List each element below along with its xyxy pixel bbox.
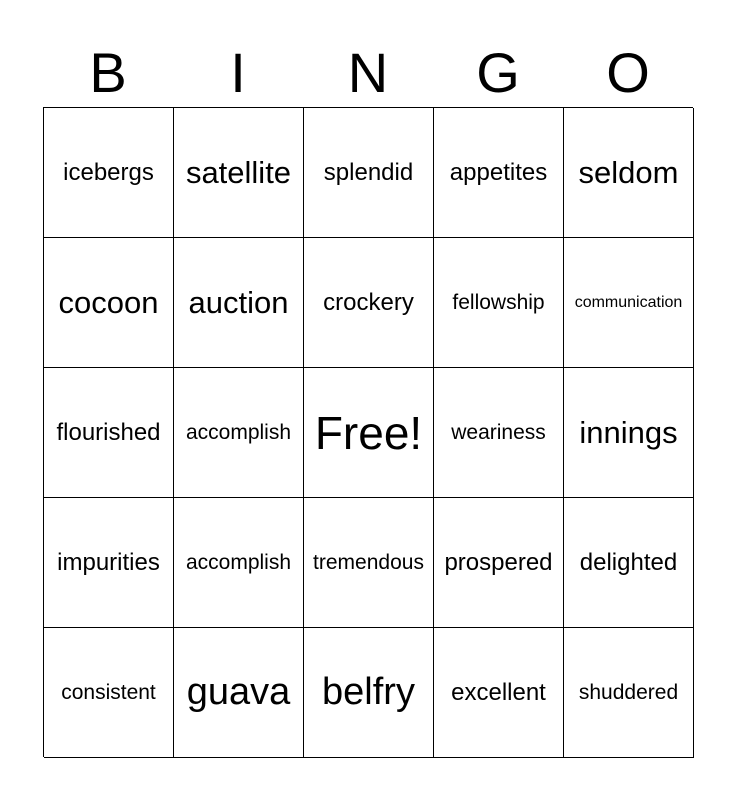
bingo-cell: auction xyxy=(174,238,304,368)
bingo-cell: appetites xyxy=(434,108,564,238)
bingo-cell: consistent xyxy=(44,628,174,758)
bingo-cell: fellowship xyxy=(434,238,564,368)
bingo-cell: prospered xyxy=(434,498,564,628)
bingo-cell: satellite xyxy=(174,108,304,238)
bingo-cell: splendid xyxy=(304,108,434,238)
bingo-cell: innings xyxy=(564,368,694,498)
bingo-cell: impurities xyxy=(44,498,174,628)
bingo-cell: accomplish xyxy=(174,498,304,628)
bingo-cell: shuddered xyxy=(564,628,694,758)
bingo-cell: cocoon xyxy=(44,238,174,368)
bingo-cell: guava xyxy=(174,628,304,758)
bingo-cell: belfry xyxy=(304,628,434,758)
bingo-cell: communication xyxy=(564,238,694,368)
header-letter-b: B xyxy=(89,41,127,104)
bingo-cell: delighted xyxy=(564,498,694,628)
bingo-cell: tremendous xyxy=(304,498,434,628)
header-letter-g: G xyxy=(476,41,520,104)
bingo-cell: flourished xyxy=(44,368,174,498)
bingo-header xyxy=(43,38,693,108)
header-letter-o: O xyxy=(606,41,650,104)
bingo-cell: seldom xyxy=(564,108,694,238)
bingo-cell: crockery xyxy=(304,238,434,368)
bingo-cell: excellent xyxy=(434,628,564,758)
free-space-cell: Free! xyxy=(304,368,434,498)
bingo-cell: weariness xyxy=(434,368,564,498)
bingo-cell: accomplish xyxy=(174,368,304,498)
header-letter-n: N xyxy=(347,41,389,104)
bingo-board xyxy=(43,107,693,757)
header-letter-i: I xyxy=(230,41,246,104)
bingo-cell: icebergs xyxy=(44,108,174,238)
